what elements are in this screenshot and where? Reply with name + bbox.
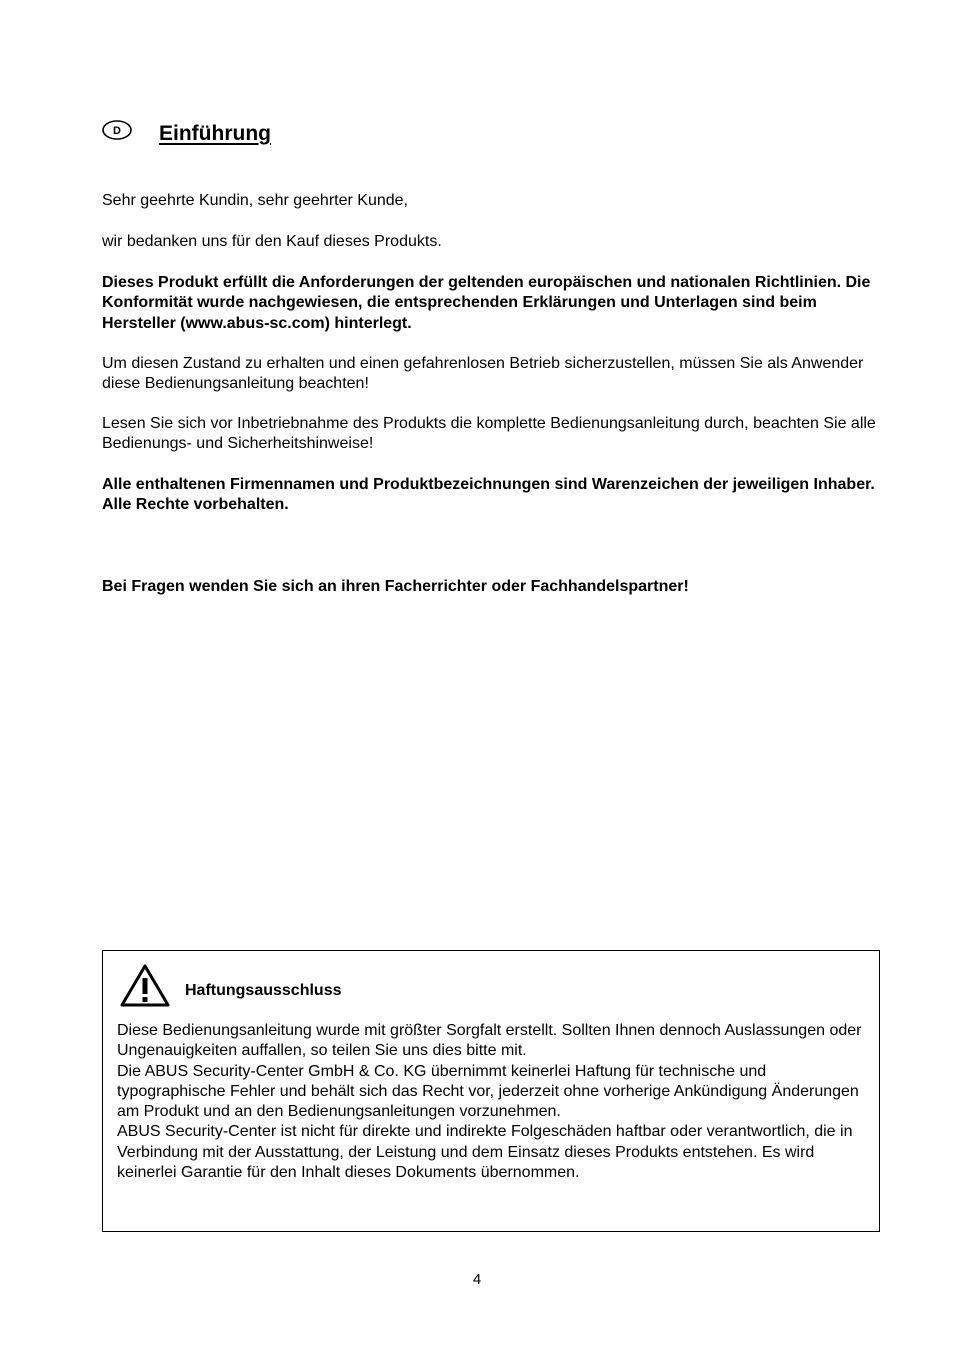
disclaimer-line-care: Diese Bedienungsanleitung wurde mit größter Sorgfalt erstellt. Sollten Ihnen dennoch Auslassungen oder Ungenauigkeiten auffallen, so teilen Sie uns dies bitte mit. — [117, 1022, 862, 1060]
thanks-paragraph: wir bedanken uns für den Kauf dieses Produkts. — [102, 233, 442, 250]
page-title: Einführung — [159, 122, 271, 145]
disclaimer-line-damages: ABUS Security-Center ist nicht für direkte und indirekte Folgeschäden haftbar oder verantwortlich, die in Verbindung mit der Ausstattung, der Leistung und dem Einsatz dieses Produkts entstehen. Es wird keinerlei Garantie für den Inhalt dieses Dokuments übernommen. — [117, 1123, 853, 1182]
language-badge-label: D — [113, 125, 121, 137]
language-badge-icon — [102, 120, 132, 140]
disclaimer-title: Haftungsausschluss — [185, 982, 342, 999]
read-manual-paragraph: Lesen Sie sich vor Inbetriebnahme des Produkts die komplette Bedienungsanleitung durch, beachten Sie alle Bedienungs- und Sicherheitshinweise! — [102, 415, 876, 453]
conformity-paragraph: Dieses Produkt erfüllt die Anforderungen der geltenden europäischen und nationalen Richtlinien. Die Konformität wurde nachgewiesen, die entsprechenden Erklärungen und Unterlagen sind beim Hersteller (www.abus-sc.com) hinterlegt. — [102, 274, 871, 332]
disclaimer-text — [117, 1021, 869, 1183]
disclaimer-box — [102, 950, 880, 1232]
disclaimer-line-liability: Die ABUS Security-Center GmbH & Co. KG übernimmt keinerlei Haftung für technische und typographische Fehler und behält sich das Recht vor, jederzeit ohne vorherige Ankündigung Änderungen am Produkt und an den Bedienungsanleitungen vorzunehmen. — [117, 1062, 859, 1121]
trademarks-paragraph: Alle enthaltenen Firmennamen und Produktbezeichnungen sind Warenzeichen der jeweiligen Inhaber. Alle Rechte vorbehalten. — [102, 476, 875, 514]
warning-triangle-icon — [119, 963, 171, 1009]
questions-paragraph: Bei Fragen wenden Sie sich an ihren Facherrichter oder Fachhandelspartner! — [102, 578, 689, 595]
safe-operation-paragraph: Um diesen Zustand zu erhalten und einen gefahrenlosen Betrieb sicherzustellen, müssen Sie als Anwender diese Bedienungsanleitung beachten! — [102, 355, 864, 393]
greeting-paragraph: Sehr geehrte Kundin, sehr geehrter Kunde, — [102, 192, 408, 209]
page-number: 4 — [472, 1271, 482, 1288]
